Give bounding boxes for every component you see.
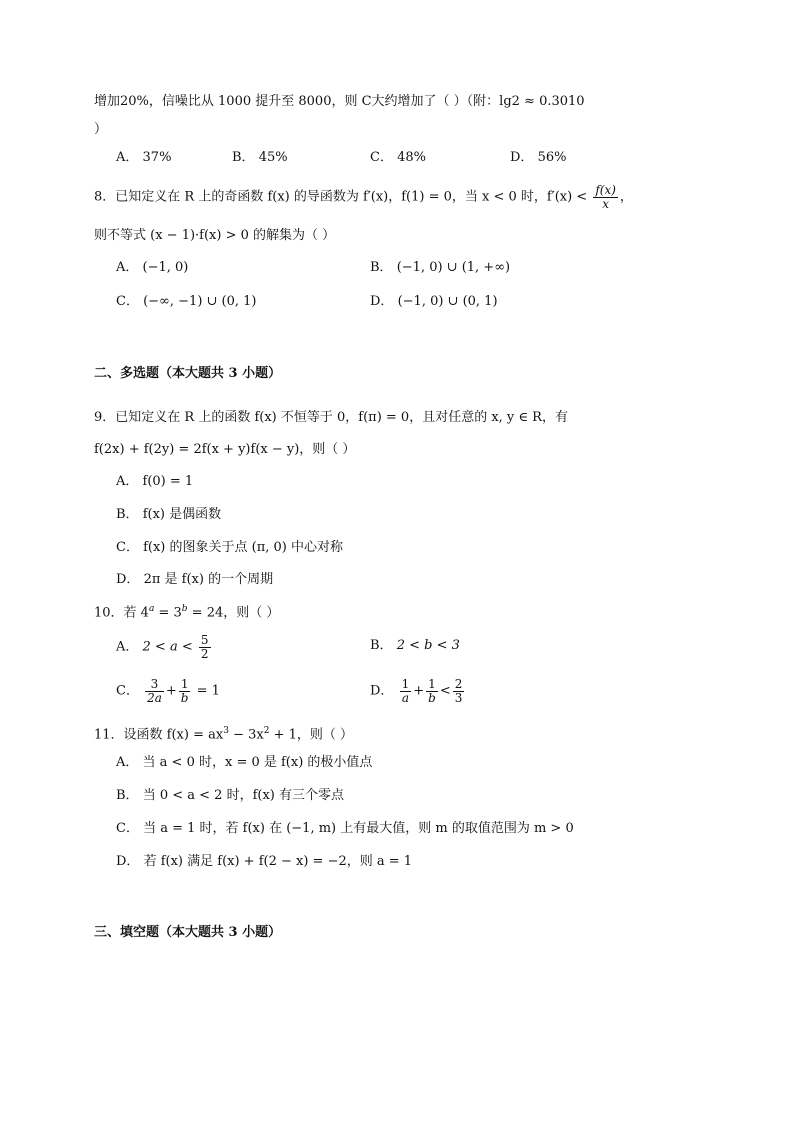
q8-stem-line1: 8．已知定义在 R 上的奇函数 f(x) 的导函数为 f′(x)，f(1) = 0，当 x < 0 时，f′(x) < $\frac{f(x)}{x}$ ， — [94, 183, 633, 211]
q10-option-d-fraction-2: $\frac{1}{b}$ — [428, 677, 436, 705]
q9-option-d: D． 2π 是 f(x) 的一个周期 — [116, 572, 274, 587]
q9-stem-line1: 9．已知定义在 R 上的函数 f(x) 不恒等于 0，f(π) = 0，且对任意的 x, y ∈ R，有 — [94, 410, 568, 425]
q10-option-d-fraction-1: $\frac{1}{a}$ — [401, 677, 410, 705]
q8-option-b: B． (−1, 0) ∪ (1, +∞) — [370, 260, 511, 275]
q10-option-c-fraction-1: $\frac{3}{2a}$ — [147, 677, 162, 705]
q8-fraction: $\frac{f(x)}{x}$ — [595, 183, 616, 211]
q11-stem: 11．设函数 $f(x) = ax^3 - 3x^2 + 1$，则（ ） — [94, 726, 353, 743]
q8-option-a: A． (−1, 0) — [116, 260, 189, 275]
q10-option-d: D． $\frac{1}{a}$ + $\frac{1}{b}$ < $\frac{2}{3}$ — [370, 677, 463, 705]
q10-option-c-fraction-2: $\frac{1}{b}$ — [180, 677, 189, 705]
q8-option-c: C． (−∞, −1) ∪ (0, 1) — [116, 294, 257, 309]
q8-stem-line2: 则不等式 (x − 1)·f(x) > 0 的解集为（ ） — [94, 228, 336, 243]
q9-stem-line2: f(2x) + f(2y) = 2f(x + y)f(x − y)，则（ ） — [94, 442, 356, 457]
q10-stem: 10．若 $4^a = 3^b = 24$，则（ ） — [94, 604, 280, 621]
q11-option-c: C． 当 a = 1 时，若 f(x) 在 (−1, m) 上有最大值，则 m 的取值范围为 m > 0 — [116, 821, 574, 836]
q9-option-a: A． f(0) = 1 — [116, 474, 194, 489]
q10-option-a-fraction: $\frac{5}{2}$ — [200, 633, 209, 661]
q11-option-b: B． 当 0 < a < 2 时，f(x) 有三个零点 — [116, 788, 344, 803]
q10-option-c: C． $\frac{3}{2a}$ + $\frac{1}{b}$ = 1 — [116, 677, 220, 705]
section-heading-fill-in: 三、填空题（本大题共 3 小题） — [94, 925, 282, 940]
q9-option-c: C． f(x) 的图象关于点 (π, 0) 中心对称 — [116, 540, 344, 555]
q7-option-a: A． 37% — [116, 150, 172, 165]
q11-option-a: A． 当 a < 0 时，x = 0 是 f(x) 的极小值点 — [116, 755, 373, 770]
q9-option-b: B． f(x) 是偶函数 — [116, 507, 222, 522]
q7-option-c: C． 48% — [370, 150, 426, 165]
q8-option-d: D． (−1, 0) ∪ (0, 1) — [370, 294, 498, 309]
q7-option-d: D． 56% — [510, 150, 567, 165]
section-heading-multiple-choice: 二、多选题（本大题共 3 小题） — [94, 366, 282, 381]
q7-line2: ） — [94, 122, 108, 137]
q10-option-b: B． 2 < b < 3 — [370, 638, 460, 653]
q11-option-d: D． 若 f(x) 满足 f(x) + f(2 − x) = −2，则 a = 1 — [116, 854, 413, 869]
q7-line1: 增加20%，信噪比从 1000 提升至 8000，则 C大约增加了（ ）（附：lg2 ≈ 0.3010 — [94, 94, 585, 109]
q7-option-b: B． 45% — [232, 150, 288, 165]
q10-option-d-fraction-3: $\frac{2}{3}$ — [454, 677, 463, 705]
q10-option-a: A． 2 < a < $\frac{5}{2}$ — [116, 633, 209, 661]
